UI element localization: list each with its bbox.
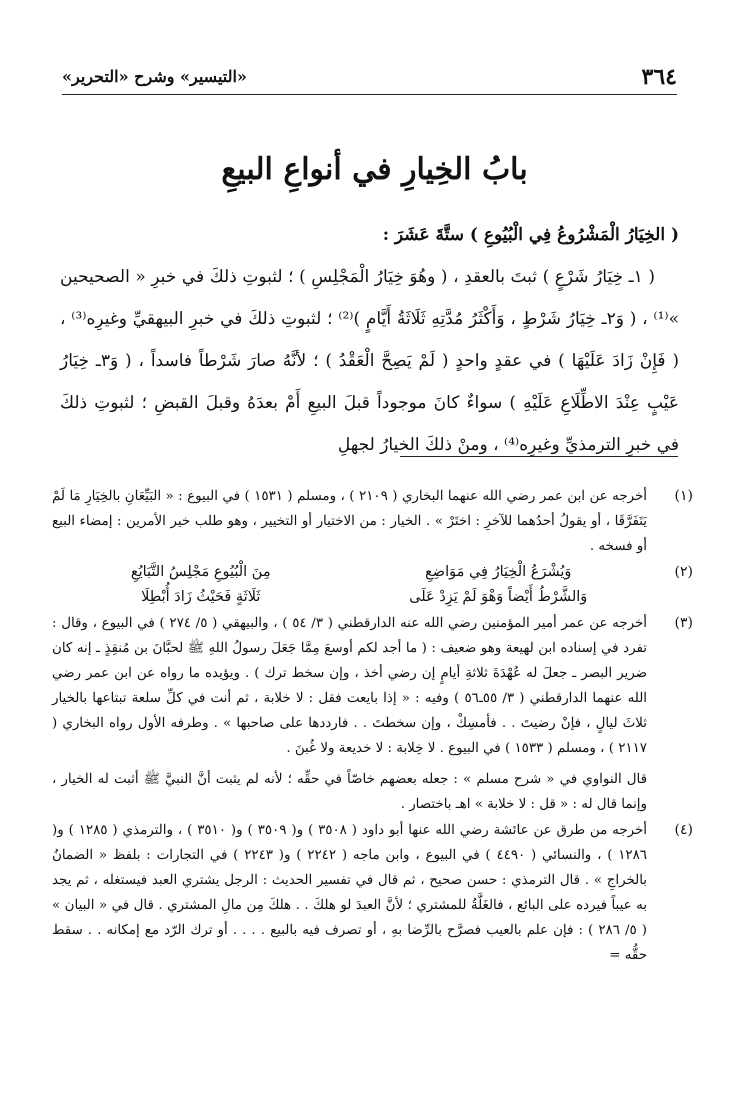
- main-paragraph: ( ١ـ خِيَارُ شَرْعٍ ) ثبتَ بالعقدِ ، ( وهُوَ خِيَارُ الْمَجْلِسِ ) ؛ لثبوتِ ذلكَ في خبرِ « الصحيحين »⁽¹⁾ ، ( وَ٢ـ خِيَارُ شَرْطٍ ، وَأَكْثَرُ مُدَّتِهِ ثَلَاثَةُ أَيَّامٍ )⁽²⁾ ؛ لثبوتِ ذلكَ في خبرِ البيهقيِّ وغيرِه⁽³⁾ ، ( فَإِنْ زَادَ عَلَيْهَا ) في عقدٍ واحدٍ ( لَمْ يَصِحَّ الْعَقْدُ ) ؛ لأنَّهُ صارَ شَرْطاً فاسداً ، ( وَ٣ـ خِيَارُ عَيْبٍ عِنْدَ الاطِّلَاعِ عَلَيْهِ ) سواءٌ كانَ موجوداً قبلَ البيعِ أَمْ بعدَهُ وقبلَ القبضِ ؛ لثبوتِ ذلكَ في خبرِ الترمذيِّ وغيرِه⁽⁴⁾ ، ومنْ ذلكَ الخيارُ لجهلِ: [60, 267, 679, 455]
- poem-hemistich: مِنَ الْبُيُوعِ مَجْلِسُ التَّبَايُعِ: [130, 564, 271, 580]
- footnote-text: قال النواوي في « شرح مسلم » : جعله بعضهم خاصّاً في حقِّه ؛ لأنه لم يثبت أنَّ النبيَّ ﷺ أثبت له الخيار ، وإنما قال له : « قل : لا خلابة » اهـ باختصار .: [52, 772, 647, 812]
- page-number: ٣٦٤: [641, 64, 677, 90]
- footnote-1: [52, 484, 693, 559]
- footnote-text: أخرجه عن ابن عمر رضي الله عنهما البخاري ( ٢١٠٩ ) ، ومسلم ( ١٥٣١ ) في البيوع : « البَيِّعَانِ بالخِيَارِ مَا لَمْ يَتَفَرَّقَا ، أو يقولُ أحدُهما للآخرِ : اختَرْ » . الخيار : من الاختيار أو التخيير ، وهو طلب خير الأمرين : إمضاء البيع أو فسخه .: [52, 489, 647, 554]
- poem-hemistich: ثَلَاثَةٍ فَحَيْثُ زَادَ أُبْطِلَا: [141, 589, 261, 605]
- poem-hemistich: وَيُشْرَعُ الْخِيَارُ فِي مَوَاضِعِ: [425, 564, 572, 580]
- footnote-text: أخرجه من طرق عن عائشة رضي الله عنها أبو داود ( ٣٥٠٨ ) و( ٣٥٠٩ ) و( ٣٥١٠ ) ، والترمذي ( ١٢٨٥ ) و( ١٢٨٦ ) ، والنسائي ( ٤٤٩٠ ) في البيوع ، وابن ماجه ( ٢٢٤٢ ) و( ٢٢٤٣ ) في التجارات : بلفظ « الضمانُ بالخراجِ » . قال الترمذي : حسن صحيح ، ثم قال في تفسير الحديث : الرجل يشتري العبد فيستغله ، ثم يجد به عيباً فيرده على البائع ، فالغَلَّةُ للمشتري ؛ لأنَّ العبدَ لو هلكَ . . هلكَ مِن مالِ المشتري . قال في « البيان » ( ٥/ ٢٨٦ ) : فإن علم بالعيب فصرَّح بالرِّضا بهِ ، أو تصرف فيه بالبيع . . . . أو ترك الرّد مع إمكانه . . سقط حقُّه =: [52, 823, 648, 963]
- footnote-number: (١): [674, 488, 693, 504]
- footnote-4: [52, 818, 693, 968]
- footnote-divider: [400, 456, 678, 457]
- poem: [52, 560, 647, 610]
- footnote-2: [52, 560, 693, 610]
- footnotes: [52, 484, 693, 969]
- footnote-number: (٣): [674, 615, 693, 631]
- footnote-number: (٤): [674, 822, 693, 838]
- running-title: «التيسير» وشرح «التحرير»: [62, 67, 247, 86]
- footnote-text: أخرجه عن عمر أمير المؤمنين رضي الله عنه الدارقطني ( ٣/ ٥٤ ) ، والبيهقي ( ٥/ ٢٧٤ ) في البيوع ، وقال : تفرد في إسناده ابن لهيعة وهو ضعيف : ( ما أجد لكم أوسعَ مِمَّا جَعَلَ رسولُ اللهِ ﷺ لحبَّانَ بن مُنقِذٍ ـ إنه كان ضرير البصر ـ جعلَ له عُهْدَةَ ثلاثةِ أيامٍ إن رضي أخذ ، وإن سخط ترك ) . ويؤيده ما رواه عن ابن عمر رضي الله عنهما الدارقطني ( ٣/ ٥٥ـ٥٦ ) وفيه : « إذا بايعت فقل : لا خلابة ، ثم أنت في كلِّ سلعة تبتاعها بالخيار ثلاثَ ليالٍ ، فإنْ رضيتَ . . فأمسِكْ ، وإن سخطتَ . . فارددها على صاحبها » . وطرفه الأول رواه البخاري ( ٢١١٧ ) ، ومسلم ( ١٥٣٣ ) في البيوع . لا خِلابة : لا خديعة ولا غُبنَ .: [52, 616, 647, 756]
- main-lead: ( الخِيَارُ الْمَشْرُوعُ فِي الْبُيُوعِ ) ستَّةَ عَشَرَ :: [382, 225, 679, 245]
- chapter-title: بابُ الخِيارِ في أنواعِ البيعِ: [221, 152, 528, 187]
- footnote-3: [52, 611, 693, 817]
- page-header: [62, 60, 677, 95]
- main-text: [60, 214, 679, 466]
- footnote-number: (٢): [674, 564, 693, 580]
- poem-line: [52, 585, 647, 610]
- poem-line: [52, 560, 647, 585]
- poem-hemistich: وَالشَّرْطُ أَيْضاً وَهْوَ لَمْ يَزِدْ عَلَى: [409, 589, 588, 605]
